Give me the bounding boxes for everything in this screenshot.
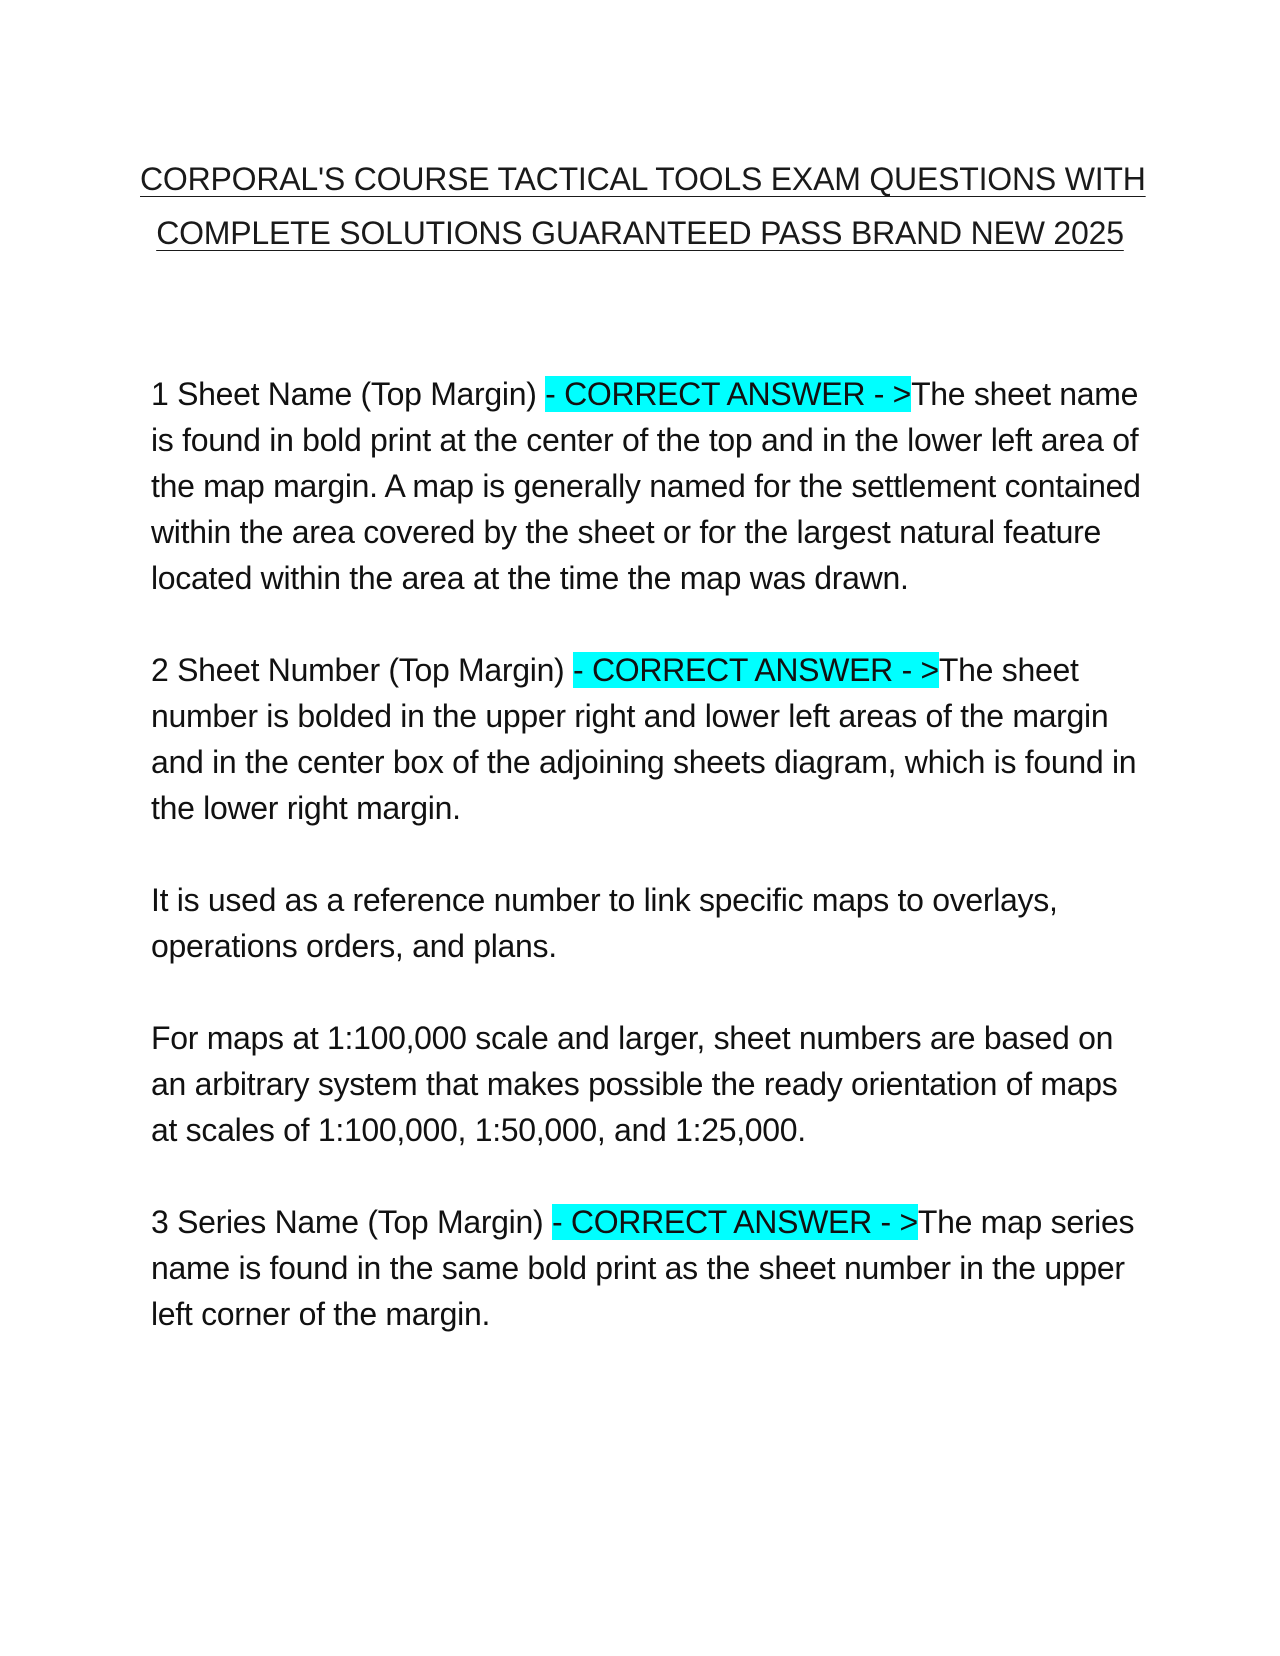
question-text: 1 Sheet Name (Top Margin) [151, 376, 546, 412]
answer-paragraph: For maps at 1:100,000 scale and larger, sheet numbers are based on an arbitrary system that makes possible the ready orientation of maps at scales of 1:100,000, 1:50,000, and 1:25,000. [151, 1020, 1118, 1148]
answer-text: The sheet number is bolded in the upper right and lower left areas of the margin and in the center box of the adjoining sheets diagram, which is found in the lower right margin. [151, 652, 1137, 826]
correct-answer-marker: - CORRECT ANSWER - > [573, 652, 939, 688]
answer-text: The map series name is found in the same bold print as the sheet number in the upper left corner of the margin. [151, 1204, 1135, 1332]
question-text: 2 Sheet Number (Top Margin) [151, 652, 574, 688]
answer-paragraph: It is used as a reference number to link specific maps to overlays, operations orders, and plans. [151, 882, 1058, 964]
qa-item-1 [151, 371, 1141, 601]
correct-answer-marker: - CORRECT ANSWER - > [551, 1204, 918, 1240]
document-title [140, 152, 1146, 260]
qa-item-3 [151, 1199, 1141, 1337]
title-line-2: COMPLETE SOLUTIONS GUARANTEED PASS BRAND NEW 2025 [156, 215, 1124, 251]
correct-answer-marker: - CORRECT ANSWER - > [545, 376, 912, 412]
question-text: 3 Series Name (Top Margin) [151, 1204, 552, 1240]
title-line-1: CORPORAL'S COURSE TACTICAL TOOLS EXAM QUESTIONS WITH [140, 161, 1146, 197]
qa-item-2 [151, 647, 1141, 831]
document-body [151, 371, 1141, 1383]
answer-text: The sheet name is found in bold print at the center of the top and in the lower left area of the map margin. A map is generally named for the settlement contained within the area covered by the sheet or for the largest natural feature located within the area at the time the map was drawn. [151, 376, 1141, 596]
